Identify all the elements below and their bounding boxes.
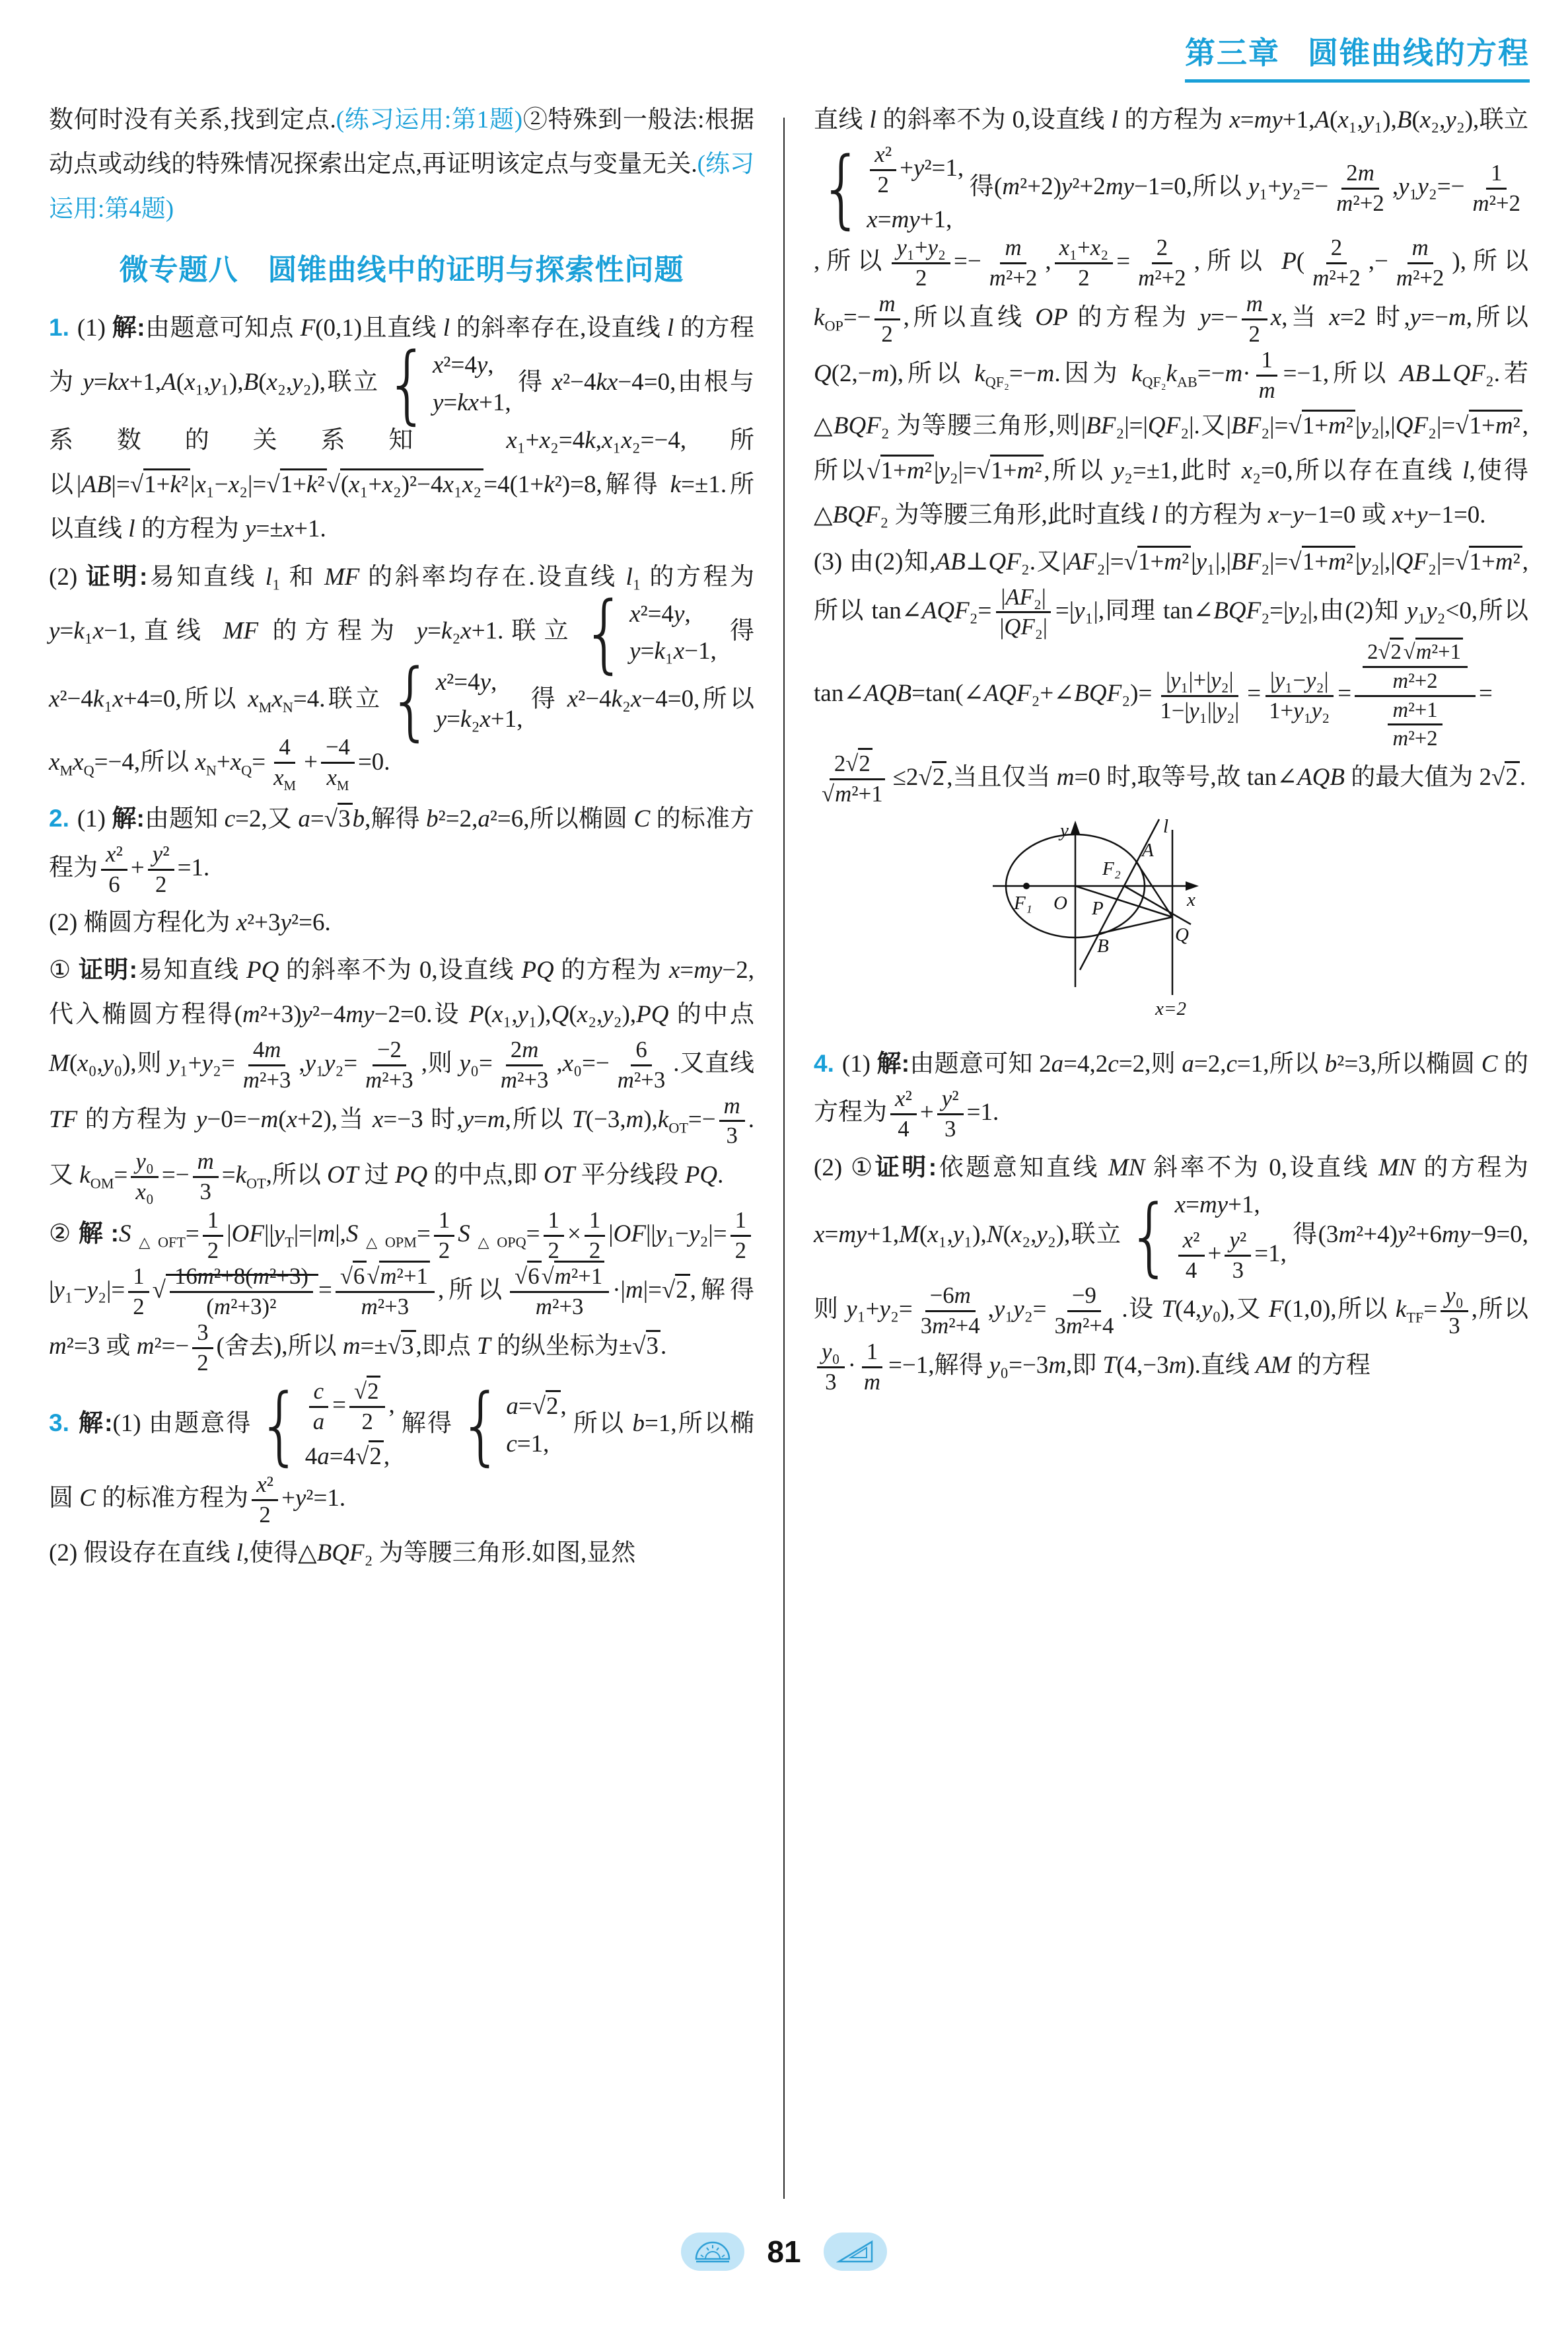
problem-3-part3: (3) 由(2)知,AB⊥QF₂.又|AF₂|=√1+m²|y₁|,|BF₂|=√1+m²|y₂|,|QF₂|=√1+m²,所以 tan∠AQF₂= $\frac{\text{|AF₂|}}{\text{|QF₂|}}$ =|y₁|,同理 tan∠BQF₂=|y₂|,由(2)知 y₁y₂<0,所以 tan∠AQB=tan(∠AQF₂+∠BQF₂)= $\frac{\text{|y₁|+|y₂|}}{\text{1−|y₁||y₂|}}$ = $\frac{\text{|y₁−y₂|}}{\text{1+y₁y₂}}$ = $\frac{\frac{\text{2√2√m²+1}}{\text{m²+2}}}{\frac{\text{m²+1}}{\text{m²+2}}}$ = $\frac{2√2}{\text{√m²+1}}$ ≤2√2,当且仅当 m=0 时,取等号,故 tan∠AQB 的最大值为 2√2. — [814, 540, 1528, 807]
point-F1-dot — [1023, 883, 1030, 889]
problem-4-part2: (2) ①证明:依题意知直线 MN 斜率不为 0,设直线 MN 的方程为 x=my+1,M(x₁,y₁),N(x₂,y₂),联立 { x=my+1, $\frac{\text{x²}}{4}$ + $\frac{\text{y²}}{3}$ =1, 得(3m²+4)y²+6my−9=0,则 y₁+y₂= $\frac{-6m}{\text{3m²+4}}$ ,y₁y₂= $\frac{-9}{\text{3m²+4}}$ .设 T(4,y₀),又 F(1,0),所以 $k_{TF}=$ $\frac{\text{y₀}}{3}$ ,所以 $\frac{\text{y₀}}{3}$ · $\frac{1}{m}$ =−1,解得 y₀=−3m,即 T(4,−3m).直线 AM 的方程 — [814, 1154, 1529, 1395]
problem-3-number: 3. — [49, 1409, 69, 1437]
chapter-header — [1185, 29, 1530, 83]
problem-2-proof: ① 证明:易知直线 PQ 的斜率不为 0,设直线 PQ 的方程为 x=my−2,代入椭圆方程得(m²+3)y²−4my−2=0.设 P(x₁,y₁),Q(x₂,y₂),PQ 的中点 M(x₀,y₀),则 y₁+y₂= $\frac{4m}{\text{m²+3}}$ ,y₁y₂= $\frac{-2}{\text{m²+3}}$ ,则 y₀= $\frac{2m}{\text{m²+3}}$ ,x₀=− $\frac{6}{\text{m²+3}}$ .又直线 TF 的方程为 y−0=−m(x+2),当 x=−3 时,y=m,所以 $T(-3,m),k_{OT}=-$ $\frac{m}{3}$ .又 $k_{OM}=$ $\frac{\text{y₀}}{\text{x₀}}$ =− $\frac{m}{3}$ $=k_{OT}$,所以 OT 过 PQ 的中点,即 OT 平分线段 PQ. — [49, 955, 755, 1205]
protractor-icon — [681, 2233, 744, 2271]
problem-2-part2: (2) 椭圆方程化为 x²+3y²=6. — [49, 908, 331, 936]
intro-paragraph: 数何时没有关系,找到定点.(练习运用:第1题)②特殊到一般法:根据动点或动线的特殊情况探索出定点,再证明该定点与变量无关.(练习运用:第4题) — [49, 106, 754, 223]
problem-1-part1 — [49, 305, 754, 552]
figure-label-point-P: P — [1092, 897, 1104, 919]
column-divider — [783, 118, 785, 2199]
figure-label-line-l: l — [1163, 816, 1169, 837]
chapter-title: 圆锥曲线的方程 — [1308, 36, 1530, 70]
segment-A-Q — [1136, 862, 1172, 917]
figure-label-focus-F2: F₂ — [1102, 858, 1121, 879]
section-title: 微专题八 圆锥曲线中的证明与探索性问题 — [119, 253, 684, 286]
problem-4-number: 4. — [814, 1049, 834, 1077]
problem-1-part1-text: (1) 解:由题意可知点 F(0,1)且直线 l 的斜率存在,设直线 l 的方程为 y=kx+1,A(x₁,y₁),B(x₂,y₂),联立 { x²=4y, y=kx+1, 得 x²−4kx−4=0,由根与系数的关系知 x₁+x₂=4k,x₁x₂=−4,所以|AB|=√1+k²|x₁−x₂|=√1+k²√(x₁+x₂)²−4x₁x₂=4(1+k²)=8,解得 k=±1.所以直线 l 的方程为 y=±x+1. — [49, 313, 755, 543]
left-column — [49, 98, 754, 1578]
y-axis-arrow — [1071, 821, 1080, 834]
figure-label-origin-O: O — [1053, 892, 1067, 914]
problem-4-part1 — [814, 1041, 1528, 1142]
ellipse-figure — [960, 817, 1382, 1035]
ellipse-figure-svg — [960, 817, 1382, 1035]
figure-label-point-A: A — [1142, 839, 1154, 861]
figure-label-directrix-x2: x=2 — [1155, 998, 1186, 1019]
page-footer — [0, 2233, 1568, 2271]
segment-B-Q — [1099, 917, 1172, 934]
figure-label-point-B: B — [1097, 935, 1109, 957]
problem-4-part1-text: (1) 解:由题意可知 2a=4,2c=2,则 a=2,c=1,所以 b²=3,所以椭圆 C 的方程为 $\frac{\text{x²}}{4}$ + $\frac{\text{y²}}{3}$ =1. — [814, 1049, 1528, 1142]
segment-O-Q — [1075, 886, 1172, 917]
problem-3-part1 — [49, 1376, 755, 1528]
figure-label-y-axis: y — [1060, 819, 1069, 841]
figure-label-x-axis: x — [1187, 889, 1195, 910]
problem-3-continuation: 直线 l 的斜率不为 0,设直线 l 的方程为 x=my+1,A(x₁,y₁),B(x₂,y₂),联立 { $\frac{\text{x²}}{2}$ +y²=1, x=my+1, 得(m²+2)y²+2my−1=0,所以 y₁+y₂=− $\frac{2m}{\text{m²+2}}$ ,y₁y₂=− $\frac{1}{\text{m²+2}}$ ,所以 $\frac{\text{y₁+y₂}}{2}$ =− $\frac{m}{\text{m²+2}}$ , $\frac{\text{x₁+x₂}}{2}$ = $\frac{2}{\text{m²+2}}$ ,所以 P( $\frac{2}{\text{m²+2}}$ ,− $\frac{m}{\text{m²+2}}$ ),所以 $k_{OP}=-$ $\frac{m}{2}$ ,所以直线 OP 的方程为 y=− $\frac{m}{2}$ x,当 x=2 时,y=−m,所以 Q(2,−m),所以 $k_{QF_2}=-m$.因为 $k_{QF_2}k_{AB}=-m\cdot$ $\frac{1}{m}$ =−1,所以 AB⊥QF₂.若△BQF₂ 为等腰三角形,则|BF₂|=|QF₂|.又|BF₂|=√1+m²|y₂|,|QF₂|=√1+m²,所以√1+m²|y₂|=√1+m²,所以 y₂=±1,此时 x₂=0,所以存在直线 l,使得△BQF₂ 为等腰三角形,此时直线 l 的方程为 x−y−1=0 或 x+y−1=0. — [814, 106, 1529, 529]
problem-3-part2: (2) 假设存在直线 l,使得△BQF₂ 为等腰三角形.如图,显然 — [49, 1539, 636, 1567]
page-number: 81 — [767, 2234, 801, 2269]
problem-2-part1 — [49, 796, 754, 897]
problem-2-part1-text: (1) 解:由题知 c=2,又 a=√3b,解得 b²=2,a²=6,所以椭圆 C 的标准方程为 $\frac{\text{x²}}{6}$ + $\frac{\text{y²}}{2}$ =1. — [49, 805, 754, 881]
figure-label-focus-F1: F₁ — [1014, 892, 1032, 914]
problem-2-number: 2. — [49, 805, 69, 832]
figure-label-point-Q: Q — [1175, 924, 1189, 945]
triangle-ruler-icon — [824, 2233, 887, 2271]
chapter-number: 第三章 — [1185, 36, 1280, 70]
problem-1-number: 1. — [49, 313, 69, 341]
problem-2-solution2: ②解$:S_{\triangle OFT}=$ $\frac{1}{2}$ $|OF||y_T|=|m|,S_{\triangle OPM}=$ $\frac{1}{2}$ $S_{\triangle OPQ}=$ $\frac{1}{2}$ × $\frac{1}{2}$ |OF||y₁−y₂|= $\frac{1}{2}$ |y₁−y₂|= $\frac{1}{2}$ √ $\frac{\text{16m²+8(m²+3)}}{\text{(m²+3)²}}$ = $\frac{\text{√6√m²+1}}{\text{m²+3}}$ ,所以 $\frac{\text{√6√m²+1}}{\text{m²+3}}$ ·|m|=√2,解得 m²=3 或 m²=− $\frac{3}{2}$ (舍去),所以 m=±√3,即点 T 的纵坐标为±√3. — [49, 1207, 755, 1376]
problem-1-part2: (2) 证明:易知直线 l₁ 和 MF 的斜率均存在.设直线 l₁ 的方程为 y=k₁x−1,直线 MF 的方程为 y=k₂x+1.联立 { x²=4y, y=k₁x−1, 得 x²−4k₁x+4=0,所以 $x_Mx_N=4$.联立 { x²=4y, y=k₂x+1, 得 x²−4k₂x−4=0,所以 $x_Mx_Q=-4$,所以 $x_N+x_Q=$ $\frac{4}{x_M}$ + $\frac{-4}{x_M}$ =0. — [49, 562, 755, 794]
right-column — [814, 98, 1528, 1398]
problem-3-part1-text: 解:(1) 由题意得 { $\frac{c}{a}$ = $\frac{√2}{2}$ , 4a=4√2, 解得 { a=√2, c=1, 所以 b=1,所以椭圆 C 的标准方程为 $\frac{\text{x²}}{2}$ +y²=1. — [49, 1376, 755, 1528]
